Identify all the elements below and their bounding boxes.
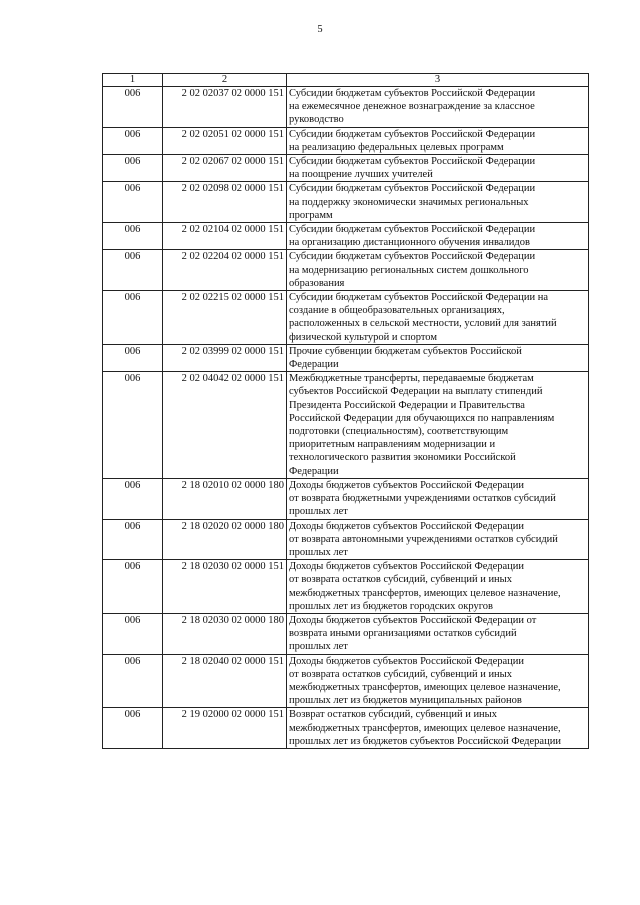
admin-code-cell: 006 <box>103 344 163 371</box>
income-name-line: Межбюджетные трансферты, передаваемые бюджетам <box>289 373 534 385</box>
income-name-cell <box>287 560 589 614</box>
admin-code-cell: 006 <box>103 250 163 291</box>
budget-code-cell: 2 02 02098 02 0000 151 <box>163 182 287 223</box>
budget-code-cell: 2 02 03999 02 0000 151 <box>163 344 287 371</box>
budget-code-cell: 2 02 02204 02 0000 151 <box>163 250 287 291</box>
admin-code-cell: 006 <box>103 372 163 479</box>
budget-code-cell: 2 02 04042 02 0000 151 <box>163 372 287 479</box>
table-row <box>103 560 589 614</box>
income-name-cell <box>287 127 589 154</box>
header-row <box>103 74 589 87</box>
income-name-cell <box>287 654 589 708</box>
admin-code-cell: 006 <box>103 127 163 154</box>
table-row <box>103 613 589 654</box>
income-name-line: субъектов Российской Федерации на выплату стипендий <box>289 386 543 398</box>
income-name-line: Субсидии бюджетам субъектов Российской Федерации <box>289 251 536 263</box>
income-name-line: Доходы бюджетов субъектов Российской Федерации <box>289 479 525 491</box>
income-name-line: от возврата остатков субсидий, субвенций и иных <box>289 574 512 586</box>
income-name-line: межбюджетных трансфертов, имеющих целевое назначение, <box>289 681 561 693</box>
budget-codes-table <box>102 73 589 749</box>
income-name-line: прошлых лет из бюджетов субъектов Российской Федерации <box>289 735 561 747</box>
admin-code-cell: 006 <box>103 560 163 614</box>
income-name-cell <box>287 372 589 479</box>
table-row <box>103 87 589 128</box>
income-name-line: Субсидии бюджетам субъектов Российской Федерации <box>289 128 536 140</box>
budget-code-cell: 2 19 02000 02 0000 151 <box>163 708 287 749</box>
table-row <box>103 223 589 250</box>
income-name-cell <box>287 708 589 749</box>
budget-code-cell: 2 18 02040 02 0000 151 <box>163 654 287 708</box>
page-number: 5 <box>317 24 323 35</box>
income-name-line: Президента Российской Федерации и Правительства <box>289 399 525 411</box>
income-name-line: технологического развития экономики Российской <box>289 452 516 464</box>
income-name-line: физической культурой и спортом <box>289 331 437 343</box>
table-row <box>103 344 589 371</box>
income-name-line: прошлых лет <box>289 641 348 653</box>
budget-code-cell: 2 02 02215 02 0000 151 <box>163 291 287 345</box>
income-name-cell <box>287 87 589 128</box>
table-row <box>103 654 589 708</box>
income-name-line: Прочие субвенции бюджетам субъектов Российской <box>289 345 522 357</box>
income-name-line: Российской Федерации для обучающихся по направлениям <box>289 412 555 424</box>
income-name-cell <box>287 519 589 560</box>
income-name-line: на ежемесячное денежное вознаграждение за классное <box>289 101 535 113</box>
table-row <box>103 291 589 345</box>
income-name-line: межбюджетных трансфертов, имеющих целевое назначение, <box>289 722 561 734</box>
table-row <box>103 372 589 479</box>
income-name-line: Субсидии бюджетам субъектов Российской Федерации на <box>289 292 549 304</box>
income-name-line: на модернизацию региональных систем дошкольного <box>289 264 529 276</box>
income-name-line: образования <box>289 277 345 289</box>
income-name-line: прошлых лет из бюджетов муниципальных районов <box>289 695 522 707</box>
table-row <box>103 708 589 749</box>
budget-code-cell: 2 02 02051 02 0000 151 <box>163 127 287 154</box>
income-name-line: межбюджетных трансфертов, имеющих целевое назначение, <box>289 587 561 599</box>
budget-code-cell: 2 18 02030 02 0000 180 <box>163 613 287 654</box>
table-row <box>103 478 589 519</box>
budget-code-cell: 2 18 02020 02 0000 180 <box>163 519 287 560</box>
income-name-cell <box>287 291 589 345</box>
budget-code-cell: 2 02 02037 02 0000 151 <box>163 87 287 128</box>
income-name-line: приоритетным направлениям модернизации и <box>289 439 496 451</box>
income-name-cell <box>287 182 589 223</box>
income-name-line: от возврата бюджетными учреждениями остатков субсидий <box>289 493 556 505</box>
column-header-3: 3 <box>287 74 589 87</box>
income-name-line: прошлых лет <box>289 506 348 518</box>
income-name-line: на организацию дистанционного обучения инвалидов <box>289 237 530 249</box>
income-name-cell <box>287 250 589 291</box>
table-row <box>103 155 589 182</box>
budget-code-cell: 2 02 02067 02 0000 151 <box>163 155 287 182</box>
income-name-line: на реализацию федеральных целевых программ <box>289 141 504 153</box>
table-row <box>103 127 589 154</box>
income-name-line: руководство <box>289 114 344 126</box>
income-name-line: программ <box>289 209 333 221</box>
admin-code-cell: 006 <box>103 478 163 519</box>
income-name-line: от возврата автономными учреждениями остатков субсидий <box>289 533 558 545</box>
table-row <box>103 519 589 560</box>
income-name-line: Доходы бюджетов субъектов Российской Федерации от <box>289 614 537 626</box>
admin-code-cell: 006 <box>103 654 163 708</box>
column-header-1: 1 <box>103 74 163 87</box>
income-name-line: Федерации <box>289 359 339 371</box>
income-name-line: Субсидии бюджетам субъектов Российской Федерации <box>289 224 536 236</box>
table-row <box>103 182 589 223</box>
income-name-line: Возврат остатков субсидий, субвенций и иных <box>289 709 497 721</box>
income-name-cell <box>287 478 589 519</box>
admin-code-cell: 006 <box>103 519 163 560</box>
budget-code-cell: 2 18 02030 02 0000 151 <box>163 560 287 614</box>
income-name-line: прошлых лет из бюджетов городских округов <box>289 600 493 612</box>
income-name-line: от возврата остатков субсидий, субвенций и иных <box>289 668 512 680</box>
income-name-line: на поощрение лучших учителей <box>289 169 433 181</box>
admin-code-cell: 006 <box>103 291 163 345</box>
income-name-line: на поддержку экономически значимых региональных <box>289 196 529 208</box>
admin-code-cell: 006 <box>103 87 163 128</box>
admin-code-cell: 006 <box>103 155 163 182</box>
income-name-line: Субсидии бюджетам субъектов Российской Федерации <box>289 88 536 99</box>
income-name-line: расположенных в сельской местности, условий для занятий <box>289 318 557 330</box>
income-name-cell <box>287 344 589 371</box>
income-name-cell <box>287 155 589 182</box>
income-name-line: прошлых лет <box>289 546 348 558</box>
admin-code-cell: 006 <box>103 708 163 749</box>
income-name-cell <box>287 613 589 654</box>
table-header <box>103 74 589 87</box>
admin-code-cell: 006 <box>103 182 163 223</box>
income-name-line: возврата иными организациями остатков субсидий <box>289 628 517 640</box>
income-name-line: подготовки (специальностям), соответствующим <box>289 426 509 438</box>
income-name-line: Субсидии бюджетам субъектов Российской Федерации <box>289 156 536 168</box>
column-header-2: 2 <box>163 74 287 87</box>
admin-code-cell: 006 <box>103 223 163 250</box>
income-name-line: Доходы бюджетов субъектов Российской Федерации <box>289 561 525 573</box>
income-name-line: Доходы бюджетов субъектов Российской Федерации <box>289 655 525 667</box>
income-name-cell <box>287 223 589 250</box>
income-name-line: Доходы бюджетов субъектов Российской Федерации <box>289 520 525 532</box>
table-row <box>103 250 589 291</box>
income-name-line: создание в общеобразовательных организациях, <box>289 305 505 317</box>
admin-code-cell: 006 <box>103 613 163 654</box>
budget-code-cell: 2 18 02010 02 0000 180 <box>163 478 287 519</box>
income-name-line: Федерации <box>289 465 339 477</box>
table-body <box>103 87 589 749</box>
income-name-line: Субсидии бюджетам субъектов Российской Федерации <box>289 183 536 195</box>
budget-code-cell: 2 02 02104 02 0000 151 <box>163 223 287 250</box>
